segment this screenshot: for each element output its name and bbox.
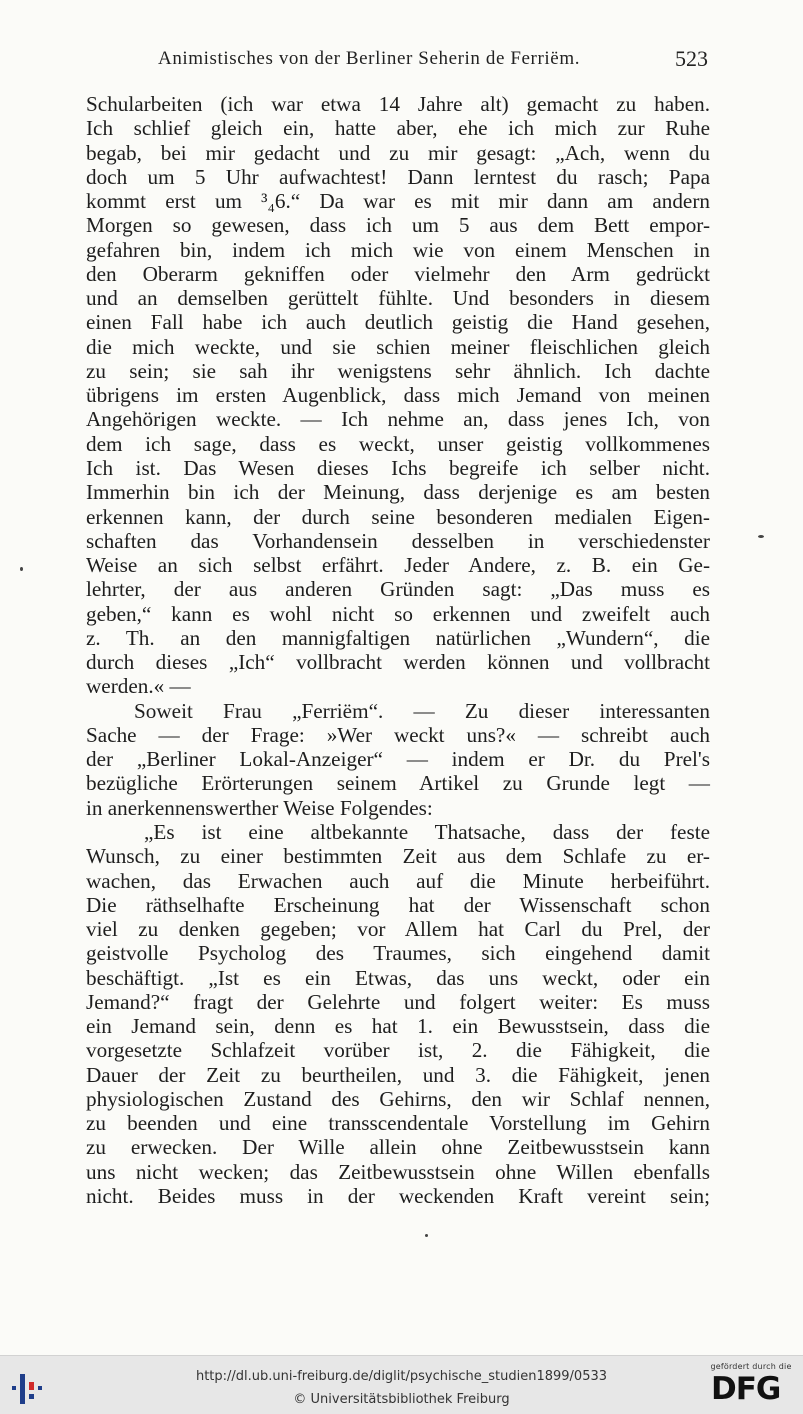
text-line: nicht. Beides muss in der weckenden Kraft vereint sein; (86, 1183, 710, 1208)
scan-speck (425, 1234, 428, 1237)
text-line: geben,“ kann es wohl nicht so erkennen und zweifelt auch (86, 601, 710, 626)
text-line: dem ich sage, dass es weckt, unser geistig vollkommenes (86, 431, 710, 456)
text-line: wachen, das Erwachen auch auf die Minute herbeiführt. (86, 868, 710, 893)
text-line: Ich schlief gleich ein, hatte aber, ehe ich mich zur Ruhe (86, 116, 710, 141)
text-line: Die räthselhafte Erscheinung hat der Wissenschaft schon (86, 892, 710, 917)
library-credit: © Universitätsbibliothek Freiburg (293, 1392, 510, 1407)
text-line: Weise an sich selbst erfährt. Jeder Andere, z. B. ein Ge- (86, 553, 710, 578)
running-title: Animistisches von der Berliner Seherin de Ferriëm. (158, 48, 581, 69)
text-line: Jemand?“ fragt der Gelehrte und folgert weiter: Es muss (86, 989, 710, 1014)
text-line: Immerhin bin ich der Meinung, dass derjenige es am besten (86, 480, 710, 505)
text-line: z. Th. an den mannigfaltigen natürlichen „Wundern“, die (86, 625, 710, 650)
text-line: physiologischen Zustand des Gehirns, den wir Schlaf nennen, (86, 1086, 710, 1111)
text-line: Dauer der Zeit zu beurtheilen, und 3. die Fähigkeit, jenen (86, 1062, 710, 1087)
text-line: lehrter, der aus anderen Gründen sagt: „Das muss es (86, 577, 710, 602)
scan-speck (758, 535, 764, 538)
text-line: in anerkennenswerther Weise Folgendes: (86, 795, 433, 820)
page-number: 523 (675, 46, 708, 71)
text-line: werden.« — (86, 674, 191, 699)
text-line: schaften das Vorhandensein desselben in verschiedenster (86, 528, 710, 553)
text-line: zu erwecken. Der Wille allein ohne Zeitbewusstsein kann (86, 1135, 710, 1160)
text-line: vorgesetzte Schlafzeit vorüber ist, 2. die Fähigkeit, die (86, 1038, 710, 1063)
text-line: Schularbeiten (ich war etwa 14 Jahre alt) gemacht zu haben. (86, 92, 710, 116)
scan-speck (20, 567, 23, 571)
text-line: zu beenden und eine transscendentale Vorstellung im Gehirn (86, 1111, 710, 1136)
text-line: ein Jemand sein, denn es hat 1. ein Bewusstsein, dass die (86, 1014, 710, 1039)
text-line: übrigens im ersten Augenblick, dass mich Jemand von meinen (86, 383, 710, 408)
text-line: Soweit Frau „Ferriëm“. — Zu dieser interessanten (134, 698, 710, 723)
text-line: doch um 5 Uhr aufwachtest! Dann lerntest du rasch; Papa (86, 164, 710, 189)
dfg-logo (707, 1362, 795, 1408)
text-line: den Oberarm gekniffen oder vielmehr den Arm gedrückt (86, 261, 710, 286)
text-line: beschäftigt. „Ist es ein Etwas, das uns weckt, oder ein (86, 965, 710, 990)
text-line: „Es ist eine altbekannte Thatsache, dass der feste (144, 819, 710, 844)
text-line: Morgen so gewesen, dass ich um 5 aus dem Bett empor- (86, 213, 710, 238)
page-header (86, 44, 710, 74)
text-line: erkennen kann, der durch seine besonderen medialen Eigen- (86, 504, 710, 529)
text-line: viel zu denken gegeben; vor Allem hat Carl du Prel, der (86, 917, 710, 942)
text-line: kommt erst um ³₄6.“ Da war es mit mir dann am andern (86, 189, 710, 214)
text-line: der „Berliner Lokal-Anzeiger“ — indem er Dr. du Prel's (86, 747, 710, 772)
body-text (86, 92, 710, 1208)
text-line: geistvolle Psycholog des Traumes, sich eingehend damit (86, 941, 710, 966)
text-line: zu sein; sie sah ihr wenigstens sehr ähnlich. Ich dachte (86, 358, 710, 383)
text-line: bezügliche Erörterungen seinem Artikel zu Grunde legt — (86, 771, 710, 796)
text-line: Angehörigen weckte. — Ich nehme an, dass jenes Ich, von (86, 407, 710, 432)
text-line: und an demselben gerüttelt fühlte. Und besonders in diesem (86, 286, 710, 311)
viewer-footer (0, 1355, 803, 1414)
text-line: uns nicht wecken; das Zeitbewusstsein ohne Willen ebenfalls (86, 1159, 710, 1184)
text-line: Sache — der Frage: »Wer weckt uns?« — schreibt auch (86, 722, 710, 747)
text-line: gefahren bin, indem ich mich wie von einem Menschen in (86, 237, 710, 262)
text-line: Ich ist. Das Wesen dieses Ichs begreife ich selber nicht. (86, 455, 710, 480)
dfg-logo-text: DFG (711, 1371, 781, 1407)
text-line: die mich weckte, und sie schien meiner fleischlichen gleich (86, 334, 710, 359)
text-line: einen Fall habe ich auch deutlich geistig die Hand gesehen, (86, 310, 710, 335)
text-line: begab, bei mir gedacht und zu mir gesagt: „Ach, wenn du (86, 140, 710, 165)
sponsor-text: gefördert durch die (710, 1362, 792, 1371)
text-line: Wunsch, zu einer bestimmten Zeit aus dem Schlafe zu er- (86, 844, 710, 869)
text-line: durch dieses „Ich“ vollbracht werden können und vollbracht (86, 650, 710, 675)
document-url[interactable]: http://dl.ub.uni-freiburg.de/diglit/psychische_studien1899/0533 (195, 1369, 608, 1384)
